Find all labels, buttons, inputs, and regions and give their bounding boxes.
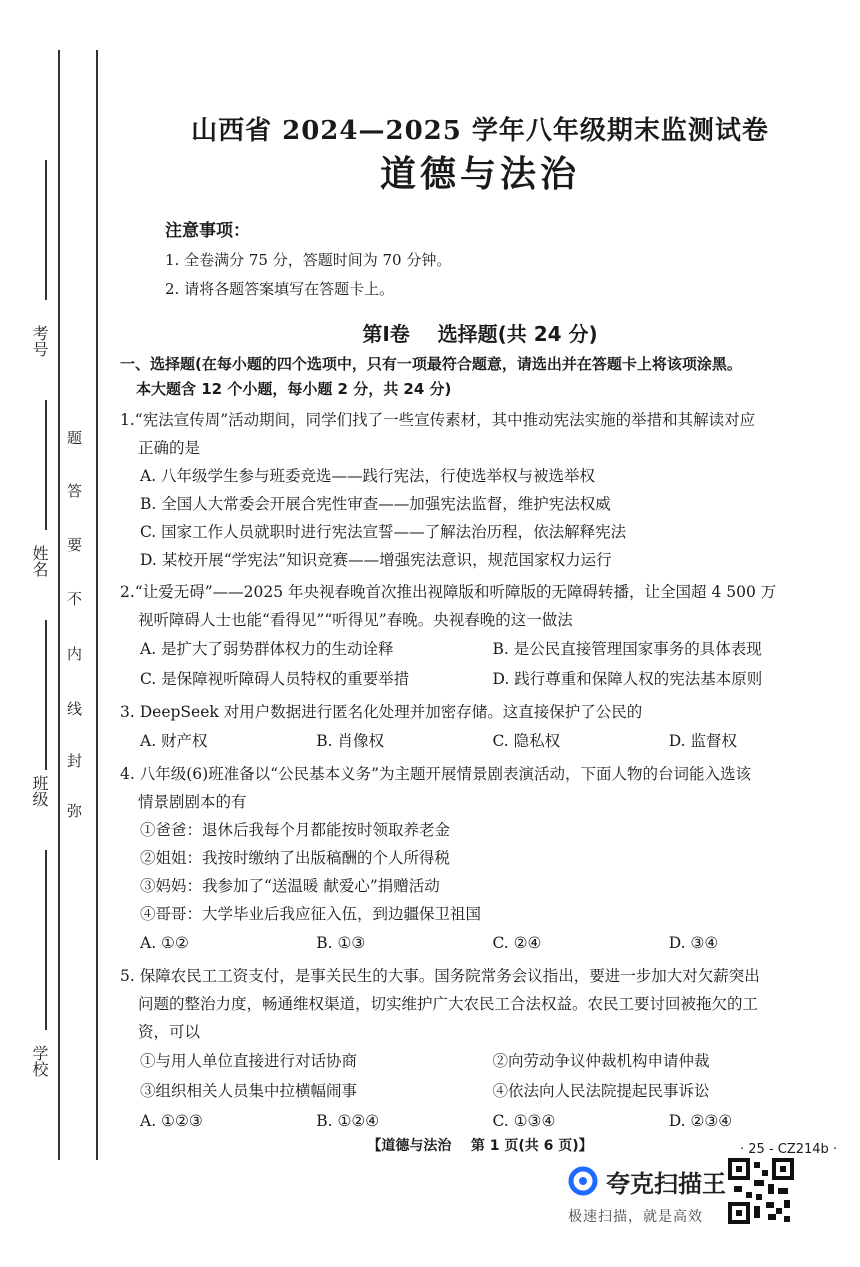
options-row xyxy=(120,664,845,694)
school-blank-line xyxy=(45,850,47,1030)
question-5 xyxy=(120,962,845,1136)
question-2 xyxy=(120,578,845,694)
section-instruction xyxy=(120,352,845,402)
statements-row xyxy=(120,1046,845,1076)
stem-line: 2.“让爱无碍”——2025 年央视春晚首次推出视障版和听障版的无障碍转播，让全国超 4 500 万 xyxy=(120,583,777,601)
option-c: C. 国家工作人员就职时进行宪法宣誓——了解法治历程，依法解释宪法 xyxy=(140,523,627,541)
statement-item: ②向劳动争议仲裁机构申请仲裁 xyxy=(492,1052,710,1070)
name-blank-line xyxy=(45,400,47,530)
option-a: A. 财产权 xyxy=(140,732,208,750)
option-b: B. ①③ xyxy=(316,934,366,952)
option-c: C. ②④ xyxy=(492,934,542,952)
option-d: D. 某校开展“学宪法”知识竞赛——增强宪法意识，规范国家权力运行 xyxy=(140,551,612,569)
notes-heading: 注意事项： xyxy=(165,221,250,241)
paper-code: · 25 - CZ214b · xyxy=(740,1142,838,1157)
class-label: 班级 xyxy=(30,775,49,807)
option-a: A. ①② xyxy=(140,934,189,952)
scanner-logo-icon xyxy=(568,1166,598,1196)
statement-item: ③妈妈：我参加了“送温暖 献爱心”捐赠活动 xyxy=(140,877,440,895)
page-footer: 【道德与法治 第 1 页(共 6 页)】 xyxy=(367,1138,593,1154)
stem-line: 资，可以 xyxy=(138,1023,201,1041)
instruction-line-1: 一、选择题(在每小题的四个选项中，只有一项最符合题意，请选出并在答题卡上将该项涂黑。 xyxy=(120,355,742,373)
options-row xyxy=(120,726,845,756)
statement-item: ④哥哥：大学毕业后我应征入伍，到边疆保卫祖国 xyxy=(140,905,482,923)
question-stem xyxy=(120,760,845,816)
statements-row xyxy=(120,1076,845,1106)
option-a: A. ①②③ xyxy=(140,1112,203,1130)
option-c: C. 隐私权 xyxy=(492,732,561,750)
section-title: 第Ⅰ卷 选择题(共 24 分) xyxy=(362,322,598,346)
seal-char-6: 要 xyxy=(67,536,83,554)
exam-title: 山西省 2024—2025 学年八年级期末监测试卷 xyxy=(191,116,769,146)
seal-char-4: 内 xyxy=(67,645,83,663)
option-c: C. 是保障视听障碍人员特权的重要举措 xyxy=(140,670,410,688)
seal-char-2: 封 xyxy=(67,752,83,770)
seal-char-7: 答 xyxy=(67,482,83,500)
question-stem xyxy=(120,406,845,462)
option-d: D. 践行尊重和保障人权的宪法基本原则 xyxy=(492,670,763,688)
options-row xyxy=(120,928,845,958)
question-stem xyxy=(120,578,845,634)
option-b: B. 肖像权 xyxy=(316,732,384,750)
stem-line: 问题的整治力度，畅通维权渠道，切实维护广大农民工合法权益。农民工要讨回被拖欠的工 xyxy=(138,995,759,1013)
option-b: B. ①②④ xyxy=(316,1112,380,1130)
statement-item: ②姐姐：我按时缴纳了出版稿酬的个人所得税 xyxy=(140,849,451,867)
subject-title: 道德与法治 xyxy=(379,154,580,195)
stem-line: 5. 保障农民工工资支付，是事关民生的大事。国务院常务会议指出，要进一步加大对欠薪突出 xyxy=(120,967,760,985)
seal-char-5: 不 xyxy=(67,590,83,608)
option-d: D. ③④ xyxy=(668,934,719,952)
stem-line: 3. DeepSeek 对用户数据进行匿名化处理并加密存储。这直接保护了公民的 xyxy=(120,703,643,721)
options-row xyxy=(120,634,845,664)
option-d: D. 监督权 xyxy=(668,732,737,750)
stem-line: 视听障碍人士也能“看得见”“听得见”春晚。央视春晚的这一做法 xyxy=(138,611,573,629)
stem-line: 正确的是 xyxy=(138,439,201,457)
seal-char-3: 线 xyxy=(67,700,83,718)
question-1 xyxy=(120,406,845,574)
option-a: A. 是扩大了弱势群体权力的生动诠释 xyxy=(140,640,394,658)
qr-code-icon xyxy=(728,1158,794,1224)
options-row xyxy=(120,1106,845,1136)
option-b: B. 全国人大常委会开展合宪性审查——加强宪法监督，维护宪法权威 xyxy=(140,495,611,513)
seal-char-1: 弥 xyxy=(67,802,83,820)
option-d: D. ②③④ xyxy=(668,1112,733,1130)
note-item: 2. 请将各题答案填写在答题卡上。 xyxy=(165,280,395,298)
binding-margin-line-inner xyxy=(96,50,98,1160)
stem-line: 4. 八年级(6)班准备以“公民基本义务”为主题开展情景剧表演活动，下面人物的台词能入选该 xyxy=(120,765,752,783)
option-a: A. 八年级学生参与班委竞选——践行宪法，行使选举权与被选举权 xyxy=(140,467,596,485)
instruction-line-2: 本大题含 12 个小题，每小题 2 分，共 24 分) xyxy=(136,380,452,398)
statement-item: ①爸爸：退休后我每个月都能按时领取养老金 xyxy=(140,821,451,839)
questions-body xyxy=(120,352,845,1136)
option-c: C. ①③④ xyxy=(492,1112,556,1130)
scanner-slogan: 极速扫描，就是高效 xyxy=(568,1209,703,1225)
question-4 xyxy=(120,760,845,958)
class-blank-line xyxy=(45,620,47,770)
statement-item: ④依法向人民法院提起民事诉讼 xyxy=(492,1082,710,1100)
name-label: 姓名 xyxy=(30,545,49,577)
statement-item: ①与用人单位直接进行对话协商 xyxy=(140,1052,358,1070)
scanner-brand-name: 夸克扫描王 xyxy=(606,1170,726,1198)
seal-char-8: 题 xyxy=(67,429,83,447)
question-stem xyxy=(120,698,845,726)
stem-line: 1.“宪法宣传周”活动期间，同学们找了一些宣传素材，其中推动宪法实施的举措和其解读对应 xyxy=(120,411,756,429)
stem-line: 情景剧剧本的有 xyxy=(138,793,247,811)
statement-item: ③组织相关人员集中拉横幅闹事 xyxy=(140,1082,358,1100)
option-b: B. 是公民直接管理国家事务的具体表现 xyxy=(492,640,762,658)
note-item: 1. 全卷满分 75 分，答题时间为 70 分钟。 xyxy=(165,251,452,269)
binding-margin-line-outer xyxy=(58,50,60,1160)
exam-no-label: 考号 xyxy=(30,325,49,357)
notes-block xyxy=(165,216,451,307)
question-3 xyxy=(120,698,845,756)
school-label: 学校 xyxy=(30,1045,49,1077)
question-stem xyxy=(120,962,845,1046)
